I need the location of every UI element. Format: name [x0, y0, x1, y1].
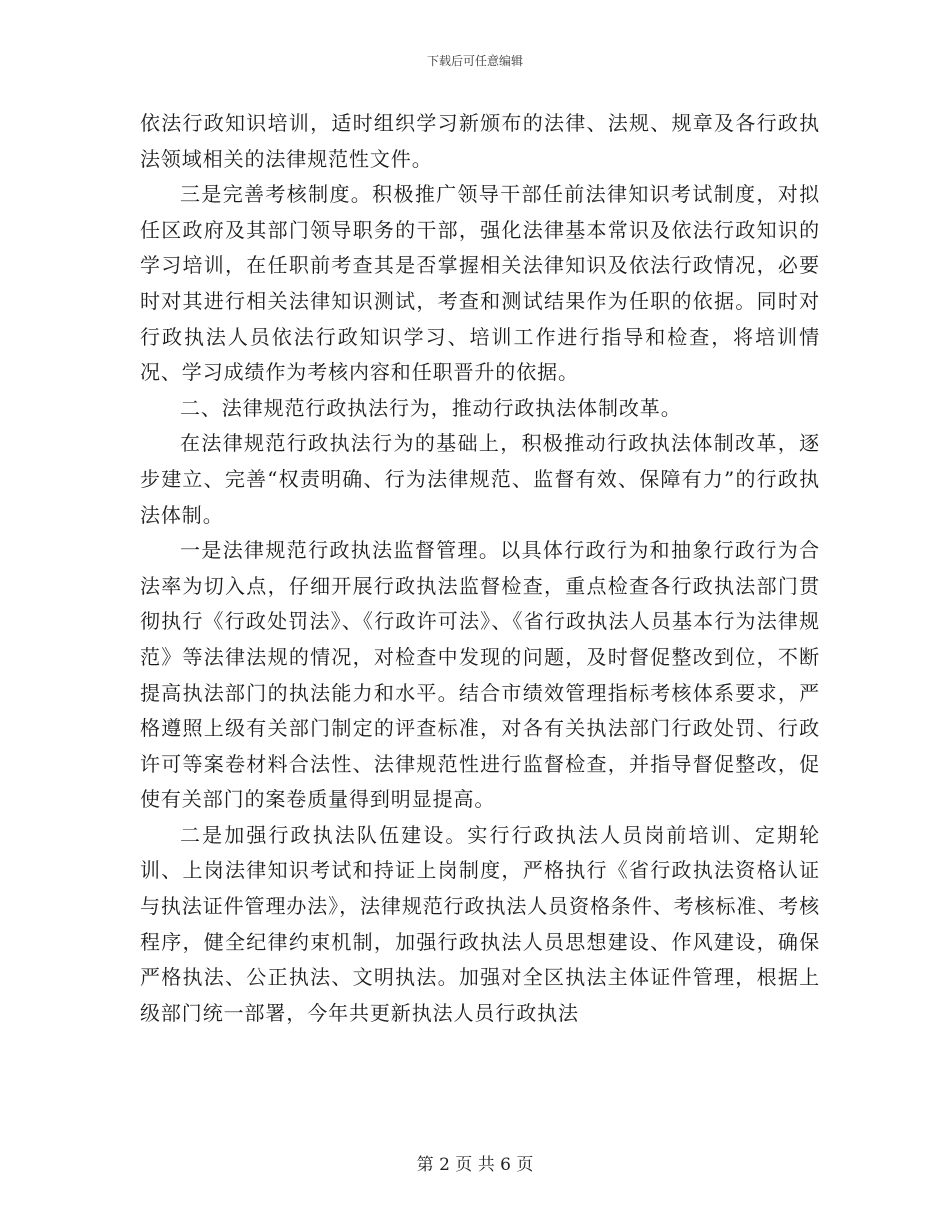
page-number: 第 2 页 共 6 页 [416, 1155, 534, 1175]
paragraph-reform-intro: 在法律规范行政执法行为的基础上，积极推动行政执法体制改革，逐步建立、完善“权责明确、行为法律规范、监督有效、保障有力”的行政执法体制。 [140, 431, 820, 527]
section-heading-2: 二、法律规范行政执法行为，推动行政执法体制改革。 [180, 395, 682, 420]
paragraph-assessment-system: 三是完善考核制度。积极推广领导干部任前法律知识考试制度，对拟任区政府及其部门领导职务的干部，强化法律基本常识及依法行政知识的学习培训，在任职前考查其是否掌握相关法律知识及依法行政情况，必要时对其进行相关法律知识测试，考查和测试结果作为任职的依据。同时对行政执法人员依法行政知识学习、培训工作进行指导和检查，将培训情况、学习成绩作为考核内容和任职晋升的依据。 [140, 182, 820, 385]
paragraph-supervision: 一是法律规范行政执法监督管理。以具体行政行为和抽象行政行为合法率为切入点，仔细开展行政执法监督检查，重点检查各行政执法部门贯彻执行《行政处罚法》、《行政许可法》、《省行政执法人员基本行为法律规范》等法律法规的情况，对检查中发现的问题，及时督促整改到位，不断提高执法部门的执法能力和水平。结合市绩效管理指标考核体系要求，严格遵照上级有关部门制定的评查标准，对各有关执法部门行政处罚、行政许可等案卷材料合法性、法律规范性进行监督检查，并指导督促整改，促使有关部门的案卷质量得到明显提高。 [140, 538, 820, 812]
paragraph-continuation: 依法行政知识培训，适时组织学习新颁布的法律、法规、规章及各行政执法领域相关的法律规范性文件。 [140, 111, 820, 171]
document-body [140, 106, 820, 1031]
paragraph-team-building: 二是加强行政执法队伍建设。实行行政执法人员岗前培训、定期轮训、上岗法律知识考试和持证上岗制度，严格执行《省行政执法资格认证与执法证件管理办法》，法律规范行政执法人员资格条件、考核标准、考核程序，健全纪律约束机制，加强行政执法人员思想建设、作风建设，确保严格执法、公正执法、文明执法。加强对全区执法主体证件管理，根据上级部门统一部署，今年共更新执法人员行政执法 [140, 822, 820, 1025]
page-header: 下载后可任意编辑 [426, 54, 523, 68]
